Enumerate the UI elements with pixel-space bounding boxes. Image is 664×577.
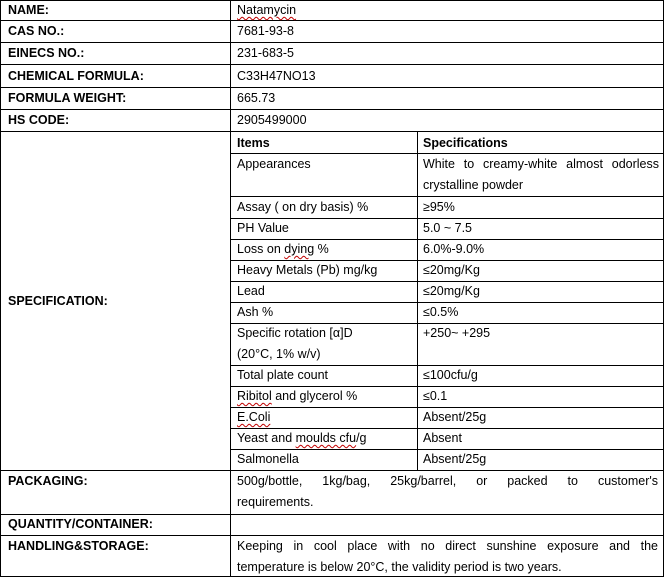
rule: [230, 153, 664, 154]
spec-item-text: moulds cfu: [295, 431, 357, 445]
name-value: Natamycin: [237, 3, 297, 17]
spec-value: 6.0%-9.0%: [423, 242, 485, 256]
rule: [0, 470, 664, 471]
specs-header: Specifications: [423, 136, 508, 150]
rule: [230, 281, 664, 282]
quantity-label: QUANTITY/CONTAINER:: [8, 517, 153, 531]
rule: [0, 514, 664, 515]
spec-item-text: Yeast and: [237, 431, 296, 445]
spec-value: Absent/25g: [423, 452, 487, 466]
name-label: NAME:: [8, 3, 49, 17]
rule: [230, 239, 664, 240]
rule: [0, 20, 664, 21]
items-header: Items: [237, 136, 270, 150]
rule: [0, 131, 664, 132]
spec-value: Absent: [423, 431, 462, 445]
packaging-value: requirements.: [237, 495, 314, 509]
spec-value: ≤0.5%: [423, 305, 459, 319]
spec-item: Lead: [237, 284, 265, 298]
spec-item: [237, 430, 367, 446]
formula-label: CHEMICAL FORMULA:: [8, 69, 144, 83]
spec-item: [237, 241, 329, 257]
spec-item-text: /g: [356, 431, 367, 445]
rule: [230, 386, 664, 387]
hs-label: HS CODE:: [8, 113, 70, 127]
handling-label: HANDLING&STORAGE:: [8, 539, 149, 553]
spec-item: Heavy Metals (Pb) mg/kg: [237, 263, 378, 277]
rule: [230, 0, 231, 577]
rule: [230, 218, 664, 219]
rule: [230, 260, 664, 261]
spec-value: crystalline powder: [423, 178, 524, 192]
packaging-label: PACKAGING:: [8, 474, 88, 488]
spec-item: Assay ( on dry basis) %: [237, 200, 369, 214]
rule: [0, 0, 664, 1]
spec-item-text: E.Coli: [237, 410, 271, 424]
spec-item: PH Value: [237, 221, 289, 235]
hs-value: 2905499000: [237, 113, 307, 127]
rule: [230, 407, 664, 408]
rule: [230, 428, 664, 429]
spec-value: White to creamy-white almost odorless: [423, 157, 659, 171]
rule: [0, 64, 664, 65]
spec-value: 5.0 ~ 7.5: [423, 221, 472, 235]
handling-value: Keeping in cool place with no direct sunshine exposure and the: [237, 539, 658, 553]
spec-item: [237, 388, 357, 404]
spec-item-text: Ribitol: [237, 389, 272, 403]
specification-label: SPECIFICATION:: [8, 294, 108, 308]
rule: [230, 449, 664, 450]
cas-label: CAS NO.:: [8, 24, 65, 38]
spec-item-text: dying: [284, 242, 315, 256]
rule: [0, 87, 664, 88]
spec-value: +250~ +295: [423, 326, 491, 340]
weight-label: FORMULA WEIGHT:: [8, 91, 127, 105]
einecs-value: 231-683-5: [237, 46, 294, 60]
rule: [230, 365, 664, 366]
spec-item: [237, 409, 270, 425]
rule: [0, 0, 1, 577]
spec-value: Absent/25g: [423, 410, 487, 424]
spec-item: Specific rotation [α]D: [237, 326, 353, 340]
spec-item-text: and glycerol %: [271, 389, 358, 403]
rule: [230, 323, 664, 324]
rule: [230, 196, 664, 197]
spec-item: Total plate count: [237, 368, 329, 382]
rule: [0, 109, 664, 110]
packaging-value: 500g/bottle, 1kg/bag, 25kg/barrel, or packed to customer's: [237, 474, 658, 488]
handling-value: temperature is below 20°C, the validity period is two years.: [237, 560, 562, 574]
spec-item: Salmonella: [237, 452, 299, 466]
spec-value: ≤0.1: [423, 389, 448, 403]
spec-value: ≤20mg/Kg: [423, 284, 480, 298]
weight-value: 665.73: [237, 91, 276, 105]
spec-item-text: %: [314, 242, 329, 256]
spec-item: (20°C, 1% w/v): [237, 347, 321, 361]
spec-value: ≤20mg/Kg: [423, 263, 480, 277]
spec-item: Ash %: [237, 305, 274, 319]
spec-item-text: Loss on: [237, 242, 285, 256]
spec-value: ≤100cfu/g: [423, 368, 478, 382]
rule: [230, 302, 664, 303]
rule: [0, 535, 664, 536]
spec-item: Appearances: [237, 157, 311, 171]
cas-value: 7681-93-8: [237, 24, 294, 38]
spec-value: ≥95%: [423, 200, 455, 214]
rule: [417, 131, 418, 470]
rule: [0, 42, 664, 43]
einecs-label: EINECS NO.:: [8, 46, 85, 60]
formula-value: C33H47NO13: [237, 69, 316, 83]
